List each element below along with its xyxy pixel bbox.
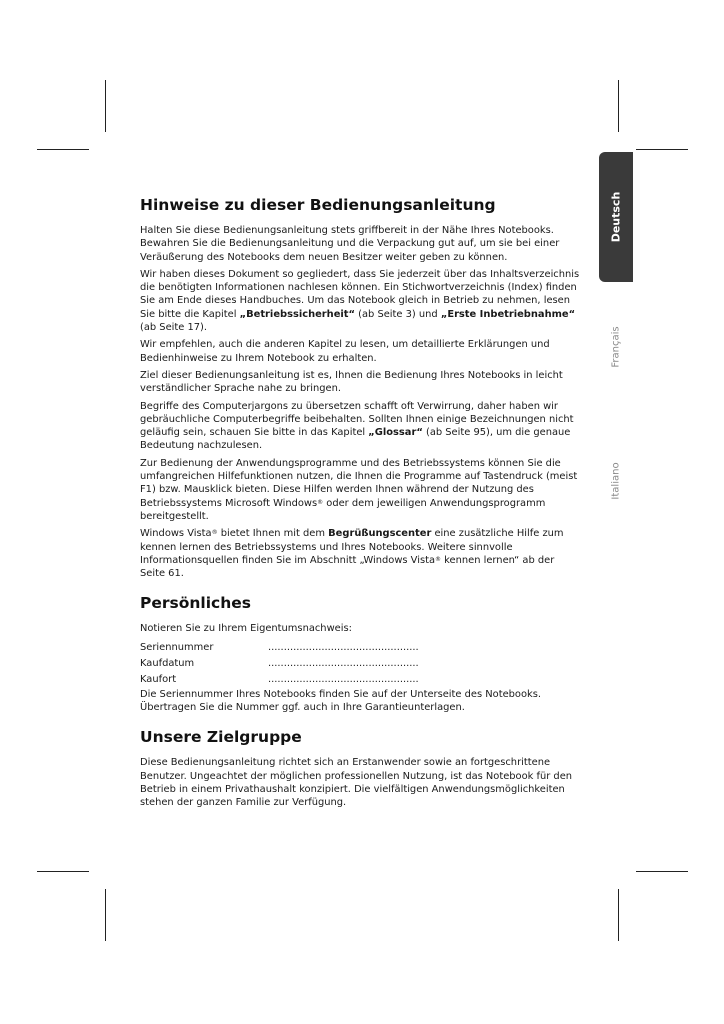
page-content: [140, 196, 580, 814]
paragraph: Wir empfehlen, auch die anderen Kapitel zu lesen, um detaillierte Erklärungen und Bedienhinweise zu Ihrem Notebook zu erhalten.: [140, 339, 550, 364]
field-blank: ................................................: [268, 673, 419, 685]
paragraph: Diese Bedienungsanleitung richtet sich an Erstanwender sowie an fortgeschrittene Benutzer. Ungeachtet der möglichen professionellen Nutzung, ist das Notebook für den Betrieb in einem Privathaushalt konzipiert. Die vielfältigen Anwendungsmöglichkeiten stehen der ganzen Familie zur Verfügung.: [140, 757, 573, 809]
language-tab-francais[interactable]: [600, 302, 632, 392]
paragraph: Halten Sie diese Bedienungsanleitung stets griffbereit in der Nähe Ihres Notebooks. Bewahren Sie die Bedienungsanleitung und die Verpackung gut auf, um sie bei einer Veräußerung des Notebooks dem neuen Besitzer weiter geben zu können.: [140, 225, 560, 263]
section-title-persoenliches: Persönliches: [140, 594, 252, 613]
crop-mark: [618, 889, 619, 941]
paragraph: Notieren Sie zu Ihrem Eigentumsnachweis:: [140, 623, 352, 635]
ownership-field-row: [140, 640, 580, 656]
crop-mark: [105, 889, 106, 941]
chapter-reference: „Betriebssicherheit“: [239, 308, 355, 320]
crop-mark: [636, 871, 688, 872]
chapter-reference: Begrüßungscenter: [328, 528, 432, 540]
language-tab-label: Deutsch: [609, 191, 623, 243]
field-label: Seriennummer: [140, 641, 214, 653]
ownership-field-row: [140, 656, 580, 672]
paragraph: Wir haben dieses Dokument so gegliedert, dass Sie jederzeit über das Inhaltsverzeichnis die benötigten Informationen nachlesen können. Ein Stichwortverzeichnis (Index) finden Sie am Ende dieses Handbuches. Um das Notebook gleich in Betrieb zu nehmen, lesen Sie bitte die Kapitel „Betriebssicherheit“ (ab Seite 3) und „Erste Inbetriebnahme“ (ab Seite 17).: [140, 268, 580, 334]
chapter-reference: „Glossar“: [368, 427, 423, 439]
paragraph: Ziel dieser Bedienungsanleitung ist es, Ihnen die Bedienung Ihres Notebooks in leicht verständlicher Sprache nahe zu bringen.: [140, 369, 563, 395]
language-tab-italiano[interactable]: [600, 436, 632, 526]
crop-mark: [37, 149, 89, 150]
paragraph: Windows Vista® bietet Ihnen mit dem Begrüßungscenter eine zusätzliche Hilfe zum kennen lernen des Betriebssystems und Ihres Notebooks. Weitere sinnvolle Informationsquellen finden Sie im Abschnitt „Windows Vista® kennen lernen“ ab der Seite 61.: [140, 528, 564, 580]
section-title-zielgruppe: Unsere Zielgruppe: [140, 728, 302, 747]
crop-mark: [105, 80, 106, 132]
language-tab-label: Italiano: [610, 462, 622, 500]
field-label: Kaufort: [140, 673, 177, 685]
crop-mark: [37, 871, 89, 872]
field-label: Kaufdatum: [140, 657, 195, 669]
paragraph: Begriffe des Computerjargons zu übersetzen schafft oft Verwirrung, daher haben wir gebräuchliche Computerbegriffe beibehalten. Sollten Ihnen einige Bezeichnungen nicht geläufig sein, schauen Sie bitte in das Kapitel „Glossar“ (ab Seite 95), um die genaue Bedeutung nachzulesen.: [140, 400, 574, 452]
field-blank: ................................................: [268, 657, 419, 669]
ownership-field-row: [140, 672, 580, 688]
crop-mark: [618, 80, 619, 132]
paragraph: Zur Bedienung der Anwendungsprogramme und des Betriebssystems können Sie die umfangreichen Hilfefunktionen nutzen, die Ihnen die Programme auf Tastendruck (meist F1) bzw. Mausklick bieten. Diese Hilfen werden Ihnen während der Nutzung des Betriebssystems Microsoft Windows® oder dem jeweiligen Anwendungsprogramm bereitgestellt.: [140, 457, 578, 522]
paragraph: Die Seriennummer Ihres Notebooks finden Sie auf der Unterseite des Notebooks. Übertragen Sie die Nummer ggf. auch in Ihre Garantieunterlagen.: [140, 688, 541, 714]
field-blank: ................................................: [268, 641, 419, 653]
crop-mark: [636, 149, 688, 150]
language-tab-active[interactable]: [599, 152, 633, 282]
chapter-reference: „Erste Inbetriebnahme“: [440, 308, 576, 320]
section-title-hinweise: Hinweise zu dieser Bedienungsanleitung: [140, 196, 496, 214]
language-tab-label: Français: [610, 326, 622, 368]
